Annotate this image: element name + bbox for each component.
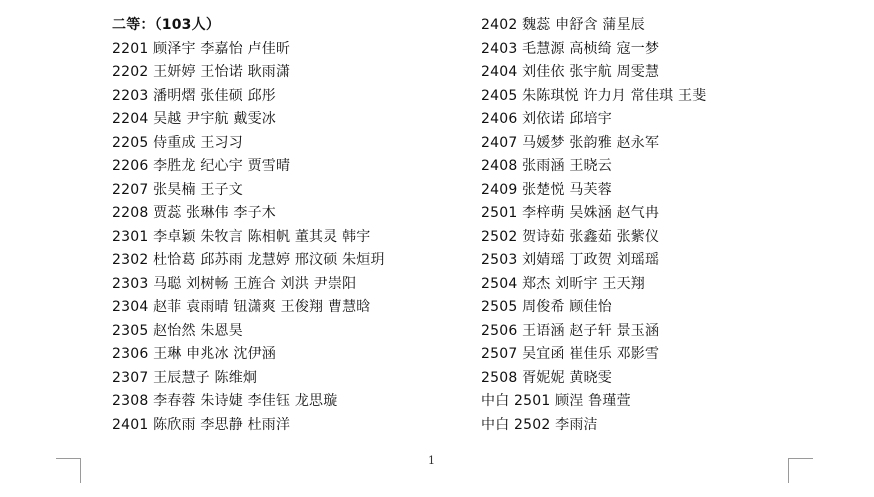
class-list-line: 2206 李胜龙 纪心宇 贾雪晴 [112, 158, 291, 174]
class-list-line: 2301 李卓颖 朱牧言 陈相帆 董其灵 韩宇 [112, 228, 371, 245]
class-list-line: 2207 张昊楠 王子文 [112, 181, 243, 198]
class-list-line: 2304 赵菲 袁雨晴 钮潇爽 王俊翔 曹慧晗 [112, 299, 371, 315]
class-list-line: 2203 潘明熠 张佳硕 邱彤 [112, 87, 276, 104]
class-list-line: 2507 吴宜函 崔佳乐 邓影雪 [481, 346, 660, 362]
class-list-line: 2401 陈欣雨 李思静 杜雨洋 [112, 416, 291, 433]
class-list-line: 中白 2501 顾浧 鲁瑾萱 [481, 393, 631, 409]
class-list-line: 2407 马媛梦 张韵雅 赵永军 [481, 134, 660, 151]
class-list-line: 2204 吴越 尹宇航 戴雯冰 [112, 111, 276, 127]
award-heading: 二等：（103人） [112, 17, 221, 33]
class-list-line: 2408 张雨涵 王晓云 [481, 158, 612, 174]
class-list-line: 2505 周俊希 顾佳怡 [481, 299, 612, 315]
right-column [481, 14, 706, 437]
class-list-line: 2508 胥妮妮 黄晓雯 [481, 369, 612, 386]
class-list-line: 2201 顾泽宇 李嘉怡 卢佳昕 [112, 40, 291, 57]
class-list-line: 2208 贾蕊 张琳伟 李子木 [112, 205, 276, 221]
class-list-line: 2303 马聪 刘树畅 王旌合 刘洪 尹崇阳 [112, 275, 357, 292]
page-number: 1 [428, 454, 435, 467]
class-list-line: 2302 杜恰葛 邱苏雨 龙慧婷 邢汶硕 朱烜玥 [112, 252, 385, 268]
class-list-line: 2501 李梓萌 吴姝涵 赵气冉 [481, 205, 660, 221]
class-list-line: 2202 王妍婷 王怡诺 耿雨潇 [112, 64, 291, 80]
class-list-line: 2504 郑杰 刘昕宇 王天翔 [481, 275, 645, 292]
class-list-line: 2403 毛慧源 高桢绮 寇一梦 [481, 40, 660, 57]
class-list-line: 2502 贺诗茹 张鑫茹 张紫仪 [481, 228, 660, 245]
class-list-line: 2306 王琳 申兆冰 沈伊涵 [112, 346, 276, 362]
class-list-line: 2405 朱陈琪悦 许力月 常佳琪 王斐 [481, 87, 707, 104]
class-list-line: 2409 张楚悦 马芙蓉 [481, 181, 612, 198]
class-list-line: 2404 刘佳依 张宇航 周雯慧 [481, 64, 660, 80]
class-list-line: 2506 王语涵 赵子轩 景玉涵 [481, 322, 660, 339]
class-list-line: 2307 王辰慧子 陈维炯 [112, 369, 258, 386]
class-list-line: 2308 李春蓉 朱诗婕 李佳钰 龙思璇 [112, 393, 338, 409]
class-list-line: 2503 刘婧瑶 丁政贺 刘瑶瑶 [481, 252, 660, 268]
class-list-line: 2402 魏蕊 申舒含 蒲星辰 [481, 17, 645, 33]
crop-mark-right [788, 458, 813, 483]
class-list-line: 2205 侍重成 王习习 [112, 134, 243, 151]
class-list-line: 2305 赵怡然 朱恩昊 [112, 322, 243, 339]
class-list-line: 2406 刘依诺 邱培宇 [481, 111, 612, 127]
class-list-line: 中白 2502 李雨洁 [481, 416, 598, 433]
left-column [112, 14, 385, 437]
crop-mark-left [56, 458, 81, 483]
